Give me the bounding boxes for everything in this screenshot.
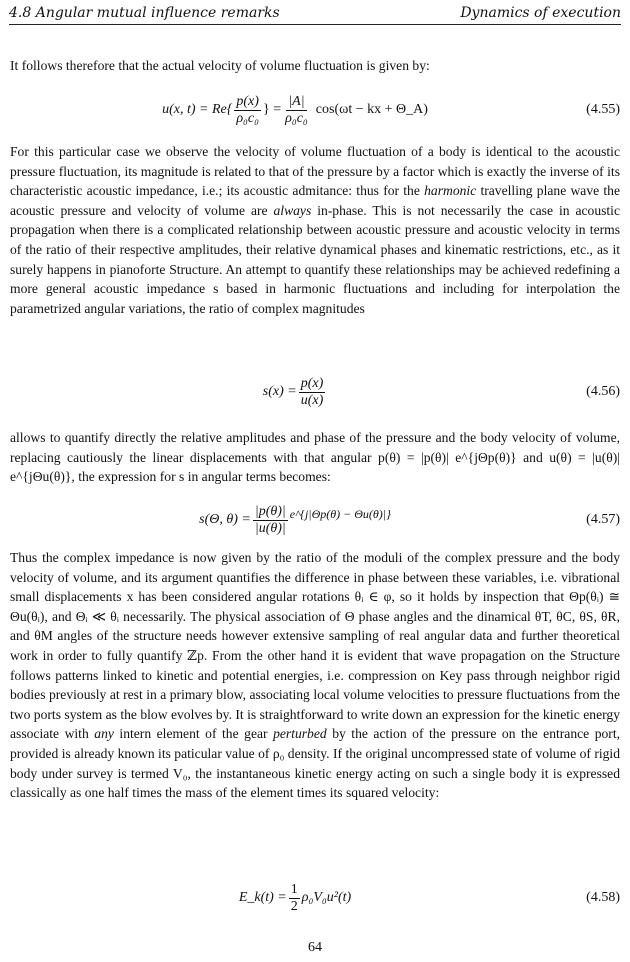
equation-4-58 — [10, 878, 620, 918]
eq-4-55-fraction-1: $\frac{p(x)}{\text{ρ₀c₀}}$ — [236, 93, 259, 126]
intro-paragraph: It follows therefore that the actual velocity of volume fluctuation is given by: — [10, 58, 430, 73]
header-chapter-title: Dynamics of execution — [460, 5, 621, 21]
equation-number: (4.57) — [586, 512, 620, 527]
eq-4-58-lhs: E_k(t) = — [238, 890, 287, 905]
eq-4-57-fraction: $\frac{|p(\theta)|}{|u(\theta)|}$ — [254, 503, 286, 536]
page-number: 64 — [308, 940, 322, 955]
eq-4-55-rhs: cos(ωt − kx + Θ_A) — [315, 102, 428, 117]
eq-4-57-exponential: e^{j|Θp(θ) − Θu(θ)|} — [289, 506, 391, 521]
eq-4-58-fraction: $\frac{1}{2}$ — [290, 881, 298, 914]
body-paragraph-2: allows to quantify directly the relative amplitudes and phase of the pressure and the body velocity of volume, replacing cautiously the linear displacements with that angular p(θ) = |p(θ)| e^{jΘp(θ)} and u(θ) = |u(θ)| e^{jΘu(θ)}, the expression for s in angular terms becomes: — [10, 430, 620, 485]
body-paragraph-1: For this particular case we observe the velocity of volume fluctuation of a body is identical to the acoustic pressure fluctuation, its magnitude is related to that of the pressure by a factor which is exactly the inverse of its characteristic acoustic impedance, i.e.; its acoustic admitance: thus for the harmonic travelling plane wave the acoustic pressure and velocity of volume are always in-phase. This is not necessarily the case in acoustic propagation when there is a complicated relationship between acoustic pressure and acoustic velocity in terms of the ratio of their respective amplitudes, their relative dynamical phases and kinematic restrictions, etc., as it surely happens in pianoforte Structure. An attempt to quantify these relationships may be achieved redefining a more general acoustic impedance s based in harmonic fluctuations and including for interpolation the parametrized angular variations, the ratio of complex magnitudes — [10, 144, 620, 316]
eq-4-56-lhs: s(x) = — [262, 384, 297, 399]
body-paragraph-3: Thus the complex impedance is now given by the ratio of the moduli of the complex pressure and the body velocity of volume, and its argument quantifies the difference in phase between these variables, i.e. vibrational small displacements x has been considered angular rotations θᵢ ∈ φ, so it holds by inspection that Θp(θᵢ) ≅ Θu(θᵢ), and Θᵢ ≪ θᵢ necessarily. The physical association of Θ phase angles and the dinamical θT, θC, θS, θR, and θM angles of the structure needs however extensive sampling of real angular data and further theoretical work in order to fully quantify ℤp. From the other hand it is evident that wave propagation on the Structure follows patterns linked to kinetic and potential energies, i.e. compression on Key pass through neighbor rigid bodies previously at rest in a primary blow, associating local volume velocities to pressure fluctuations from the two ports system as the blow evolves by. It is straightforward to write down an expression for the kinetic energy associate with any intern element of the gear perturbed by the action of the pressure on the entrance port, provided is already known its paticular value of ρ₀ density. If the original uncompressed state of volume of rigid body under survey is termed V₀, the instantaneous kinetic energy acting on such a single body it is expressed classically as one half times the mass of the element times its squared velocity: — [10, 550, 621, 801]
equation-number: (4.58) — [586, 890, 620, 905]
equation-4-56 — [10, 372, 620, 412]
equation-4-57 — [10, 500, 620, 540]
eq-4-56-fraction: $\frac{p(x)}{u(x)}$ — [300, 375, 324, 408]
eq-4-58-rhs: ρ₀V₀u²(t) — [301, 890, 352, 905]
eq-4-57-lhs: s(Θ, θ) = — [199, 512, 251, 527]
equation-4-55 — [10, 90, 620, 130]
eq-4-55-mid: } = — [263, 102, 282, 117]
eq-4-55-lhs: u(x, t) = Re{ — [162, 102, 233, 117]
equation-number: (4.56) — [586, 384, 620, 399]
header-section-title: 4.8 Angular mutual influence remarks — [9, 5, 280, 21]
equation-number: (4.55) — [586, 102, 620, 117]
running-header — [9, 4, 621, 25]
eq-4-55-fraction-2: $\frac{|A|}{\text{ρ₀c₀}}$ — [285, 93, 308, 126]
